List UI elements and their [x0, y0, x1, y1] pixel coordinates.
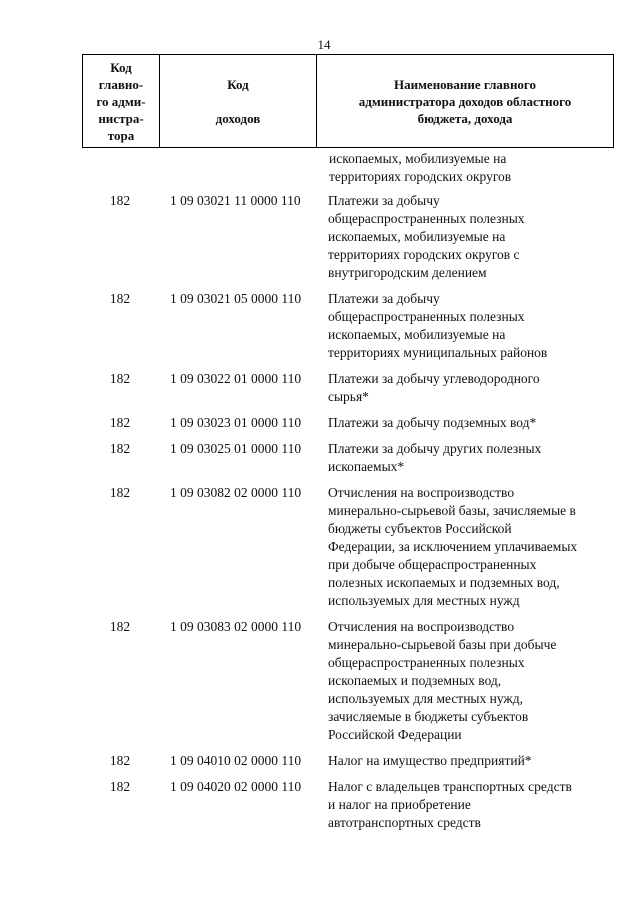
admin-code-cell: 182: [109, 485, 131, 500]
admin-code-cell: 182: [109, 291, 131, 306]
income-code-cell: 1 09 03021 11 0000 110: [170, 193, 301, 208]
admin-code-cell: 182: [109, 193, 131, 208]
admin-code-cell: 182: [109, 371, 131, 386]
table-row: [82, 440, 614, 476]
income-name-cell: Налог с владельцев транспортных средств и налог на приобретение автотранспортных средств: [328, 779, 572, 830]
header-income-code: [159, 55, 316, 147]
admin-code-cell: 182: [109, 779, 131, 794]
admin-code-cell: 182: [109, 619, 131, 634]
income-name-cell: Платежи за добычу общераспространенных полезных ископаемых, мобилизуемые на территориях муниципальных районов: [328, 291, 548, 360]
income-name-cell: Налог на имущество предприятий*: [328, 753, 532, 768]
header-admin-code: [83, 55, 159, 147]
continuation-text: ископаемых, мобилизуемые на территориях городских округов: [329, 151, 512, 184]
header-name: [316, 55, 613, 147]
admin-code-cell: 182: [109, 753, 131, 768]
income-code-cell: 1 09 03022 01 0000 110: [170, 371, 302, 386]
income-code-cell: 1 09 03083 02 0000 110: [170, 619, 302, 634]
table-body: [82, 192, 614, 840]
income-code-cell: 1 09 04020 02 0000 110: [170, 779, 302, 794]
table-row: [82, 192, 614, 282]
header-income-code-text: Код доходов: [215, 76, 261, 126]
income-name-cell: Платежи за добычу других полезных ископаемых*: [328, 441, 542, 474]
income-name-cell: Платежи за добычу подземных вод*: [328, 415, 537, 430]
income-name-cell: Платежи за добычу общераспространенных полезных ископаемых, мобилизуемые на территориях городских округов с внутригородским делением: [328, 193, 525, 280]
income-code-cell: 1 09 03082 02 0000 110: [170, 485, 302, 500]
income-code-cell: 1 09 03023 01 0000 110: [170, 415, 302, 430]
income-name-cell: Платежи за добычу углеводородного сырья*: [328, 371, 540, 404]
income-name-cell: Отчисления на воспроизводство минерально-сырьевой базы при добыче общераспространенных полезных ископаемых и подземных вод, используемых для местных нужд, зачисляемые в бюджеты субъектов Российской Федерации: [328, 619, 557, 742]
income-code-cell: 1 09 03021 05 0000 110: [170, 291, 302, 306]
income-code-cell: 1 09 03025 01 0000 110: [170, 441, 302, 456]
page-number: 14: [317, 37, 331, 52]
table-row: [82, 290, 614, 362]
admin-code-cell: 182: [109, 441, 131, 456]
table-row: [82, 414, 614, 432]
table-header: [82, 54, 614, 148]
table-row: [82, 778, 614, 832]
admin-code-cell: 182: [109, 415, 131, 430]
table-row: [82, 752, 614, 770]
income-name-cell: Отчисления на воспроизводство минерально-сырьевой базы, зачисляемые в бюджеты субъектов Российской Федерации, за исключением уплачиваемых при добыче общераспространенных полезных ископаемых и подземных вод, используемых для местных нужд: [328, 485, 578, 608]
table-row: [82, 618, 614, 744]
income-code-cell: 1 09 04010 02 0000 110: [170, 753, 302, 768]
header-name-text: Наименование главного администратора доходов областного бюджета, дохода: [358, 76, 572, 126]
table-row: [82, 484, 614, 610]
table-row: [82, 370, 614, 406]
header-admin-code-text: Код главно- го адми- нистра- тора: [96, 59, 146, 143]
